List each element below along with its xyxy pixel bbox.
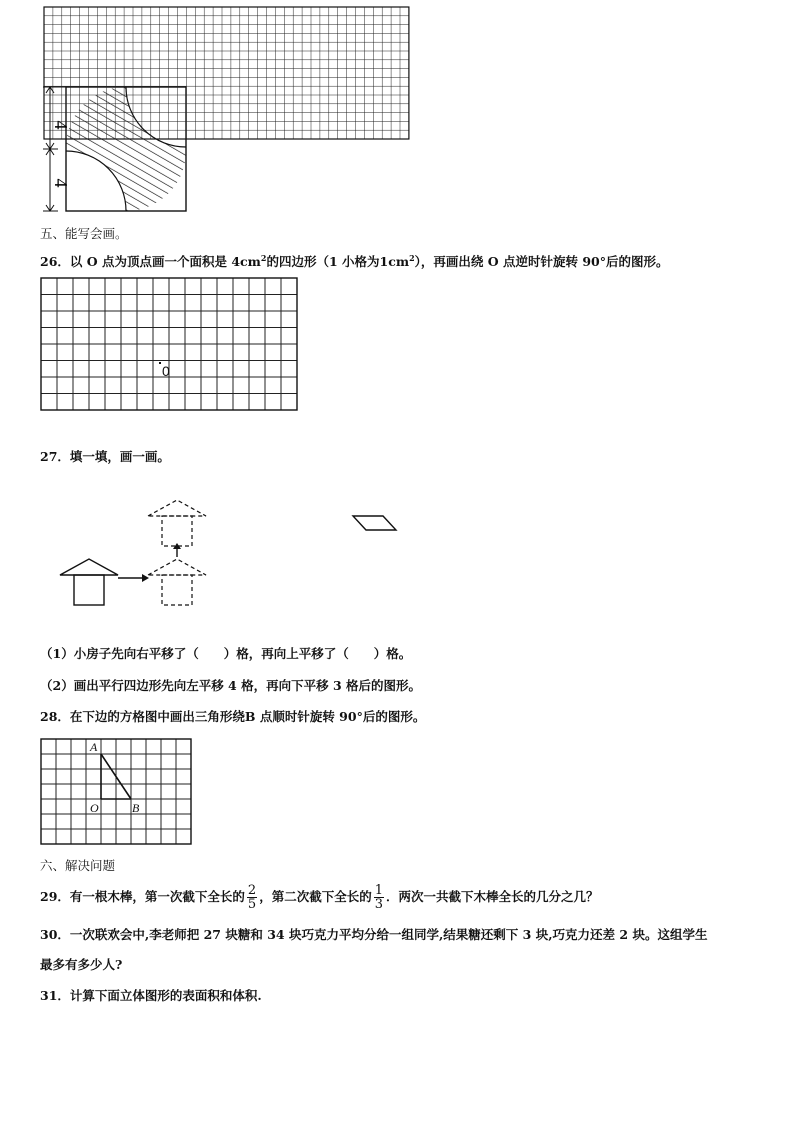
question-text: 有一根木棒，第一次截下全长的: [69, 889, 245, 904]
question-29: [40, 877, 599, 917]
dimension-label-lower: 4: [51, 178, 71, 188]
question-number: 28．: [40, 709, 70, 724]
question-text: ），再画出绕 O 点逆时针旋转 90°后的图形。: [414, 254, 669, 270]
point-o-label: 0: [162, 363, 170, 379]
house-roof-dashed-up: [148, 500, 206, 516]
vertex-o-label: O: [90, 801, 99, 815]
question-text: ．两次一共截下木棒全长的几分之几？: [386, 889, 599, 904]
fraction-one-third: [374, 884, 384, 911]
superscript: 2: [409, 253, 415, 263]
parallelogram: [353, 516, 396, 530]
house-body-dashed-up: [162, 516, 192, 546]
question-number: 29．: [40, 889, 70, 904]
house-body-dashed: [162, 575, 192, 605]
arrow-right-head: [142, 574, 149, 582]
fraction-denominator: 5: [247, 897, 257, 912]
vertex-b-label: B: [132, 801, 140, 815]
question-number: 30．: [40, 927, 70, 942]
fraction-numerator: 1: [374, 883, 383, 898]
question-text: 的四边形（1 小格为1cm: [266, 254, 410, 270]
q26-grid[interactable]: [0, 270, 794, 430]
question-30-line-1: [40, 927, 707, 943]
fraction-denominator: 3: [374, 897, 383, 912]
question-number: 26．: [40, 254, 70, 270]
superscript: 2: [260, 253, 267, 263]
question-27: [40, 449, 170, 465]
fraction-two-fifths: [247, 884, 257, 911]
question-text: 计算下面立体图形的表面积和体积.: [69, 988, 262, 1003]
question-26: [40, 250, 668, 270]
question-text: 在下边的方格图中画出三角形绕B 点顺时针旋转 90°后的图形。: [69, 709, 426, 724]
question-text: ，第二次截下全长的: [259, 889, 372, 904]
question-number: 27．: [40, 449, 70, 464]
question-30-line-2: 最多有多少人?: [40, 957, 123, 972]
question-31: [40, 988, 262, 1004]
question-text: 一次联欢会中,李老师把 27 块糖和 34 块巧克力平均分给一组同学,结果糖还剩下 3 块,巧克力还差 2 块。这组学生: [69, 927, 708, 942]
question-28: [40, 709, 425, 725]
q28-grid[interactable]: [0, 0, 794, 120]
section-title: 五、能写会画。: [40, 226, 128, 241]
vertex-a-label: A: [90, 740, 98, 754]
point-o-dot: [159, 362, 161, 364]
question-text: 以 O 点为顶点画一个面积是 4cm: [69, 254, 261, 270]
question-number: 31．: [40, 988, 70, 1003]
house-roof: [60, 559, 118, 575]
question-27-part-1: （1）小房子先向右平移了（ ）格，再向上平移了（ ）格。: [40, 646, 412, 661]
fraction-numerator: 2: [247, 883, 257, 898]
section-title: 六、解决问题: [40, 858, 116, 873]
house-body: [74, 575, 104, 605]
dimension-label-upper: 4: [51, 120, 71, 130]
house-roof-dashed: [148, 559, 206, 575]
question-text: 填一填，画一画。: [69, 449, 170, 464]
question-27-part-2: （2）画出平行四边形先向左平移 4 格，再向下平移 3 格后的图形。: [40, 678, 422, 693]
